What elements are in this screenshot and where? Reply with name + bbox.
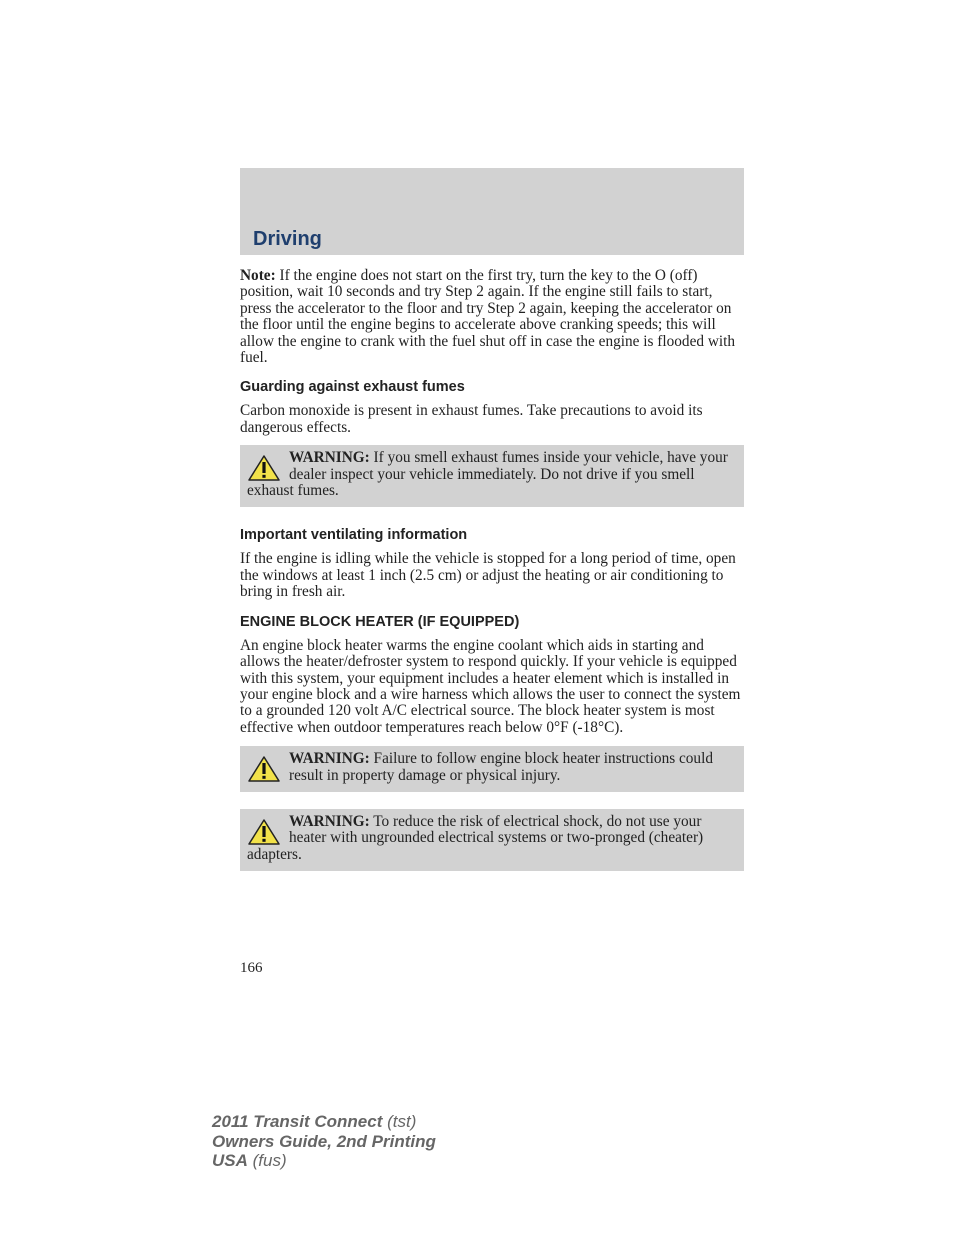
footer-model: 2011 Transit Connect — [212, 1112, 383, 1131]
document-footer — [212, 1112, 436, 1171]
warning-box-heater — [240, 746, 744, 792]
warning-box-shock — [240, 809, 744, 871]
warning-box-exhaust — [240, 445, 744, 507]
block-heater-heading: ENGINE BLOCK HEATER (IF EQUIPPED) — [240, 613, 520, 630]
section-title: Driving — [253, 228, 322, 250]
footer-line-2 — [212, 1132, 436, 1152]
page-content — [240, 268, 744, 871]
note-label: Note: — [240, 267, 276, 284]
exhaust-body: Carbon monoxide is present in exhaust fumes. Take precautions to avoid its dangerous effects. — [240, 402, 703, 436]
warning-label: WARNING: — [289, 750, 370, 768]
warning-text: If you smell exhaust fumes inside your vehicle, have your dealer inspect your vehicle immediately. Do not drive if you smell exhaust fumes. — [247, 449, 728, 500]
warning-triangle-icon — [247, 454, 281, 482]
warning-label: WARNING: — [289, 449, 370, 467]
footer-model-code: (tst) — [382, 1112, 417, 1131]
ventilating-body: If the engine is idling while the vehicle is stopped for a long period of time, open the windows at least 1 inch (2.5 cm) or adjust the heating or air conditioning to bring in fresh air. — [240, 550, 736, 601]
footer-market-code: (fus) — [247, 1151, 287, 1170]
note-text: If the engine does not start on the first try, turn the key to the O (off) position, wait 10 seconds and try Step 2 again. If the engine still fails to start, press the accelerator to the floor and try Step 2 again, keeping the accelerator on the floor until the engine begins to accelerate above cranking speeds; this will allow the engine to crank with the fuel shut off in case the engine is flooded with fuel. — [240, 267, 736, 367]
exhaust-heading: Guarding against exhaust fumes — [240, 379, 465, 396]
ventilating-heading: Important ventilating information — [240, 527, 468, 544]
note-paragraph — [240, 268, 744, 366]
footer-line-1 — [212, 1112, 436, 1132]
block-heater-body: An engine block heater warms the engine coolant which aids in starting and allows the heater/defroster system to respond quickly. If your vehicle is equipped with this system, your equipment includes a heater element which is installed in your engine block and a wire harness which allows the user to connect the system to a grounded 120 volt A/C electrical source. The block heater system is most effective when outdoor temperatures reach below 0°F (-18°C). — [240, 636, 741, 736]
footer-guide: Owners Guide, 2nd Printing — [212, 1131, 436, 1151]
footer-market: USA — [212, 1151, 248, 1170]
footer-line-3 — [212, 1151, 436, 1171]
section-header-band — [240, 168, 744, 255]
warning-triangle-icon — [247, 755, 281, 783]
page-number: 166 — [240, 960, 263, 976]
warning-text: Failure to follow engine block heater instructions could result in property damage or physical injury. — [289, 750, 713, 784]
warning-text: To reduce the risk of electrical shock, do not use your heater with ungrounded electrical systems or two-pronged (cheater) adapters. — [247, 812, 704, 863]
warning-label: WARNING: — [289, 812, 370, 830]
warning-triangle-icon — [247, 818, 281, 846]
